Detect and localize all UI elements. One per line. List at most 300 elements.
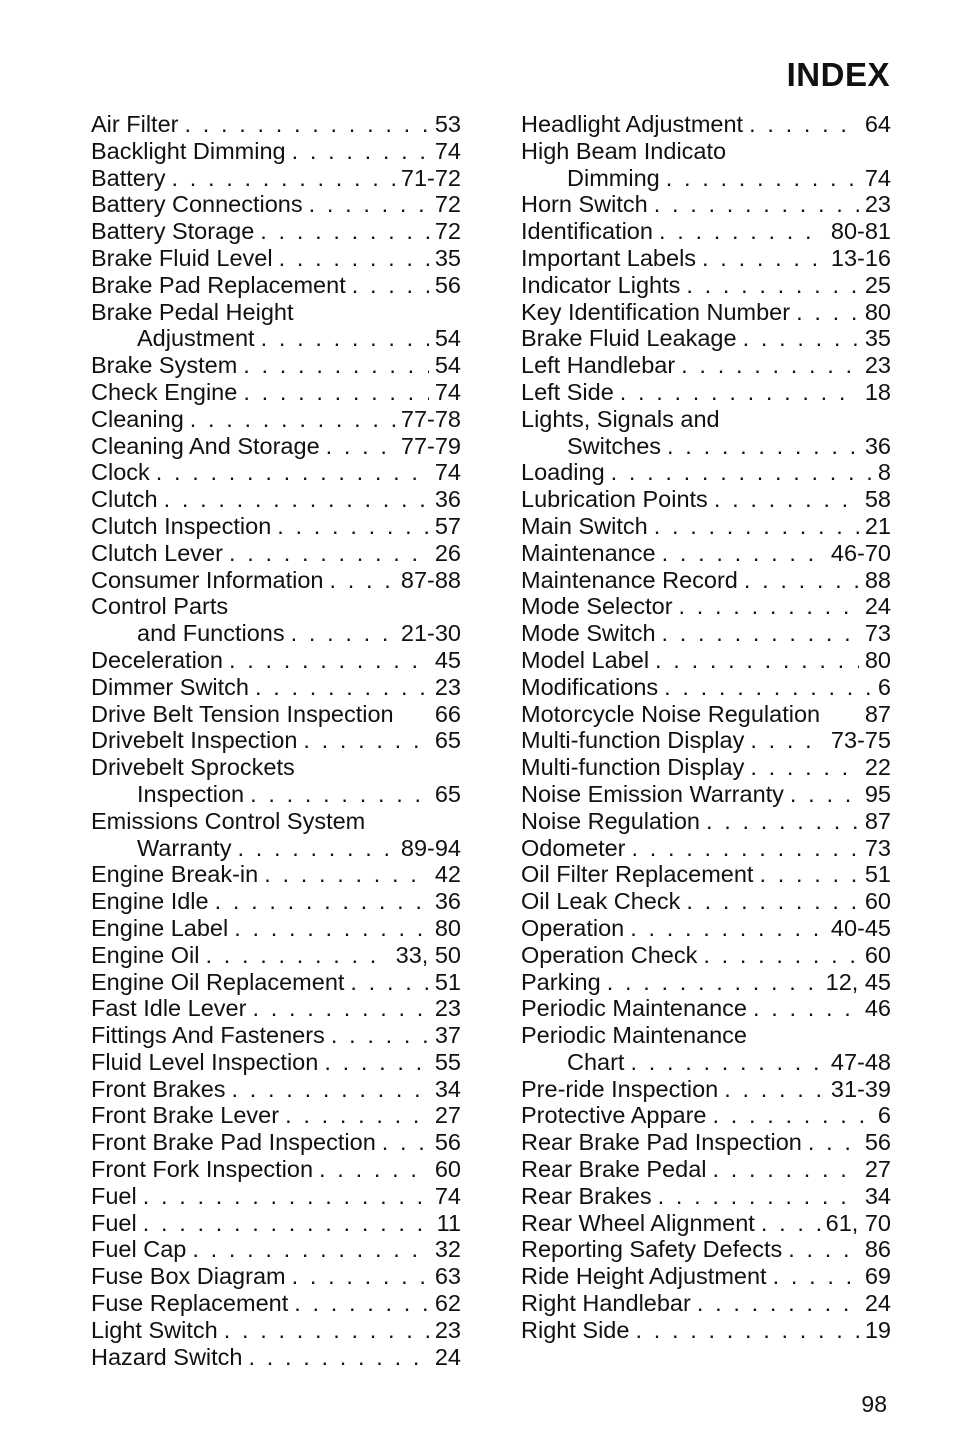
index-entry-name: Switches: [567, 432, 662, 459]
index-entry: [91, 111, 461, 138]
leader-dots: [713, 1156, 859, 1183]
index-entry-name: Clock: [91, 459, 150, 486]
index-entry-name: Ride Height Adjustment: [521, 1263, 767, 1290]
index-entry: [91, 620, 461, 647]
index-entry-page: 53: [434, 111, 461, 137]
index-entry: [521, 486, 891, 513]
index-entry-name: Chart: [567, 1048, 625, 1075]
index-entry-page: 46-70: [830, 539, 891, 566]
index-entry-name: High Beam Indicato: [521, 137, 727, 164]
leader-dots: [808, 1129, 859, 1156]
index-entry-page: 73: [864, 620, 891, 647]
index-entry-name: Fuel Cap: [91, 1236, 187, 1263]
leader-dots: [662, 620, 859, 647]
leader-dots: [750, 754, 859, 781]
leader-dots: [744, 567, 859, 594]
leader-dots: [697, 1290, 859, 1317]
leader-dots: [655, 647, 859, 674]
index-entry-name: Pre-ride Inspection: [521, 1075, 719, 1102]
index-entry: [91, 1129, 461, 1156]
leader-dots: [156, 459, 429, 486]
index-entry: [91, 1183, 461, 1210]
leader-dots: [713, 1102, 872, 1129]
index-entry: [91, 1236, 461, 1263]
index-entry: [521, 459, 891, 486]
index-entry-name: Lubrication Points: [521, 486, 708, 513]
index-entry-page: 37: [434, 1022, 461, 1049]
index-entry-name: Fuse Replacement: [91, 1290, 289, 1317]
index-entry: [91, 888, 461, 915]
index-entry-page: 6: [877, 1102, 891, 1129]
index-entry-name: Horn Switch: [521, 191, 648, 218]
leader-dots: [706, 808, 859, 835]
index-entry: [521, 1317, 891, 1344]
index-entry: [521, 1183, 891, 1210]
index-entry-page: 34: [864, 1182, 891, 1209]
index-entry-page: 77-79: [400, 432, 461, 459]
index-entry-page: 18: [864, 378, 891, 405]
index-entry: [521, 969, 891, 996]
index-entry: [91, 352, 461, 379]
index-entry-page: 73: [864, 834, 891, 861]
index-entry-name: Left Side: [521, 378, 614, 405]
page-number: 98: [861, 1391, 887, 1417]
index-entry: [521, 352, 891, 379]
index-entry-page: 19: [864, 1316, 891, 1343]
leader-dots: [309, 191, 429, 218]
leader-dots: [352, 272, 429, 299]
index-entry-page: 88: [864, 566, 891, 593]
index-entry: [91, 727, 461, 754]
index-column-right: [521, 111, 891, 1344]
leader-dots: [679, 593, 859, 620]
index-entry-page: 60: [864, 941, 891, 968]
index-entry: [521, 995, 891, 1022]
index-entry: [521, 888, 891, 915]
index-entry-name: Multi-function Display: [521, 727, 745, 754]
leader-dots: [292, 1263, 429, 1290]
index-entry: [521, 674, 891, 701]
index-entry-page: 54: [434, 352, 461, 379]
leader-dots: [261, 325, 429, 352]
index-entry-page: 45: [434, 646, 461, 673]
leader-dots: [654, 513, 859, 540]
index-entry: [521, 567, 891, 594]
index-entry-name: Battery Storage: [91, 218, 255, 245]
index-entry: [521, 406, 891, 433]
index-entry: [521, 915, 891, 942]
leader-dots: [237, 835, 394, 862]
index-entry-page: 56: [434, 1129, 461, 1156]
index-entry: [521, 325, 891, 352]
index-entry: [521, 1210, 891, 1237]
index-entry-page: 21: [864, 512, 891, 539]
index-entry: [521, 1022, 891, 1049]
index-entry-name: Rear Wheel Alignment: [521, 1209, 755, 1236]
index-entry: [91, 808, 461, 835]
leader-dots: [702, 245, 825, 272]
index-entry-page: 24: [864, 1290, 891, 1317]
index-entry-name: Clutch Inspection: [91, 512, 272, 539]
index-entry-page: 36: [864, 432, 891, 459]
index-entry-name: Periodic Maintenance: [521, 995, 747, 1022]
index-entry-name: Odometer: [521, 834, 626, 861]
leader-dots: [292, 138, 429, 165]
page-title: INDEX: [786, 56, 890, 93]
index-entry-page: 21-30: [400, 620, 461, 647]
leader-dots: [143, 1210, 431, 1237]
leader-dots: [724, 1076, 825, 1103]
index-entry: [91, 433, 461, 460]
index-entry-page: 74: [434, 378, 461, 405]
leader-dots: [294, 1290, 429, 1317]
index-entry-name: Parking: [521, 968, 601, 995]
leader-dots: [234, 915, 429, 942]
index-entry: [521, 433, 891, 460]
leader-dots: [658, 1183, 859, 1210]
index-entry: [521, 835, 891, 862]
leader-dots: [662, 540, 825, 567]
index-entry: [91, 567, 461, 594]
index-entry-page: 32: [434, 1236, 461, 1263]
index-entry: [521, 540, 891, 567]
index-entry-name: Headlight Adjustment: [521, 111, 744, 137]
index-entry-page: 58: [864, 486, 891, 513]
index-entry-name: Periodic Maintenance: [521, 1022, 747, 1049]
index-entry-page: 89-94: [400, 834, 461, 861]
index-entry: [521, 1129, 891, 1156]
index-entry-name: Fuse Box Diagram: [91, 1263, 286, 1290]
leader-dots: [250, 781, 429, 808]
index-entry-name: Noise Emission Warranty: [521, 780, 784, 807]
index-entry-page: 69: [864, 1263, 891, 1290]
leader-dots: [611, 459, 872, 486]
index-entry: [91, 540, 461, 567]
index-entry-page: 65: [434, 727, 461, 754]
index-entry-name: Main Switch: [521, 512, 648, 539]
leader-dots: [630, 1049, 824, 1076]
leader-dots: [714, 486, 859, 513]
leader-dots: [686, 888, 859, 915]
leader-dots: [255, 674, 429, 701]
leader-dots: [796, 299, 859, 326]
index-entry: [91, 379, 461, 406]
index-entry: [91, 969, 461, 996]
index-entry-page: 80: [864, 298, 891, 325]
index-entry-page: 24: [864, 593, 891, 620]
index-entry-page: 51: [864, 861, 891, 888]
index-entry: [91, 1156, 461, 1183]
index-entry: [91, 1263, 461, 1290]
index-entry-name: Cleaning And Storage: [91, 432, 320, 459]
index-entry-page: 87: [864, 700, 891, 727]
index-entry-page: 72: [434, 218, 461, 245]
index-entry: [91, 299, 461, 326]
index-entry-page: 87-88: [400, 566, 461, 593]
index-entry-name: Operation Check: [521, 941, 698, 968]
index-entry: [521, 647, 891, 674]
index-entry-page: 35: [864, 325, 891, 352]
index-entry-name: Oil Leak Check: [521, 888, 681, 915]
index-entry-name: Battery: [91, 164, 166, 191]
index-entry: [91, 1102, 461, 1129]
index-entry: [91, 674, 461, 701]
index-entry-name: Indicator Lights: [521, 271, 681, 298]
index-entry-name: Drivebelt Inspection: [91, 727, 298, 754]
index-entry: [91, 245, 461, 272]
index-entry: [91, 1290, 461, 1317]
index-entry-page: 60: [864, 888, 891, 915]
leader-dots: [326, 433, 395, 460]
index-entry: [91, 513, 461, 540]
leader-dots: [330, 567, 395, 594]
leader-dots: [630, 915, 825, 942]
index-entry-page: 23: [864, 352, 891, 379]
index-entry-page: 74: [864, 164, 891, 191]
leader-dots: [291, 620, 395, 647]
index-entry: [521, 620, 891, 647]
index-entry: [521, 1076, 891, 1103]
index-entry: [91, 995, 461, 1022]
index-entry: [521, 379, 891, 406]
index-entry-page: 63: [434, 1263, 461, 1290]
index-entry: [521, 593, 891, 620]
index-entry-name: Emissions Control System: [91, 807, 366, 834]
index-entry: [521, 513, 891, 540]
leader-dots: [243, 352, 429, 379]
index-entry-page: 74: [434, 459, 461, 486]
index-entry-name: Mode Switch: [521, 620, 656, 647]
index-entry-page: 73-75: [830, 727, 891, 754]
index-entry-page: 46: [864, 995, 891, 1022]
leader-dots: [790, 781, 859, 808]
leader-dots: [171, 165, 394, 192]
leader-dots: [666, 165, 859, 192]
leader-dots: [761, 1210, 820, 1237]
index-entry-name: Engine Label: [91, 914, 229, 941]
index-entry-name: Backlight Dimming: [91, 137, 286, 164]
index-entry: [521, 808, 891, 835]
index-entry-name: Protective Appare: [521, 1102, 707, 1129]
index-entry-name: Key Identification Number: [521, 298, 791, 325]
index-entry-name: Multi-function Display: [521, 754, 745, 781]
index-entry: [521, 861, 891, 888]
index-entry-name: Rear Brakes: [521, 1182, 652, 1209]
index-entry: [521, 1049, 891, 1076]
index-entry: [91, 459, 461, 486]
leader-dots: [350, 969, 428, 996]
index-entry-name: Brake Pad Replacement: [91, 271, 346, 298]
index-entry-name: Operation: [521, 914, 625, 941]
index-entry-page: 36: [434, 888, 461, 915]
index-entry: [91, 942, 461, 969]
index-entry-page: 6: [877, 673, 891, 700]
leader-dots: [664, 674, 872, 701]
leader-dots: [703, 942, 859, 969]
index-entry-page: 57: [434, 512, 461, 539]
index-entry-name: Oil Filter Replacement: [521, 861, 754, 888]
index-entry-page: 25: [864, 271, 891, 298]
index-entry-name: Dimmer Switch: [91, 673, 249, 700]
index-entry: [91, 1317, 461, 1344]
index-entry-page: 80-81: [830, 218, 891, 245]
index-entry-name: Motorcycle Noise Regulation: [521, 700, 821, 727]
index-entry-page: 51: [434, 968, 461, 995]
index-entry-name: Loading: [521, 459, 605, 486]
index-entry-name: Modifications: [521, 673, 659, 700]
index-entry-name: Consumer Information: [91, 566, 324, 593]
index-entry: [521, 218, 891, 245]
leader-dots: [654, 191, 859, 218]
index-entry-name: Front Brakes: [91, 1075, 226, 1102]
index-entry: [521, 1263, 891, 1290]
index-entry-name: Warranty: [137, 834, 232, 861]
index-entry: [521, 1156, 891, 1183]
index-entry-page: 64: [864, 111, 891, 137]
index-entry-name: Air Filter: [91, 111, 179, 137]
index-entry-page: 27: [864, 1156, 891, 1183]
index-entry-page: 71-72: [400, 164, 461, 191]
index-entry: [521, 165, 891, 192]
leader-dots: [788, 1236, 859, 1263]
index-entry-page: 12, 45: [825, 968, 891, 995]
index-entry-page: 55: [434, 1048, 461, 1075]
index-entry: [521, 1236, 891, 1263]
index-entry-name: Clutch: [91, 486, 158, 513]
index-entry-page: 36: [434, 486, 461, 513]
leader-dots: [143, 1183, 429, 1210]
leader-dots: [285, 1102, 429, 1129]
leader-dots: [192, 1236, 429, 1263]
index-entry-name: and Functions: [137, 620, 285, 647]
index-entry-name: Right Side: [521, 1316, 630, 1343]
index-entry: [521, 245, 891, 272]
index-entry-page: 66: [434, 700, 461, 727]
leader-dots: [164, 486, 429, 513]
index-entry: [91, 165, 461, 192]
leader-dots: [632, 835, 859, 862]
index-entry: [521, 701, 891, 728]
leader-dots: [224, 1317, 429, 1344]
index-entry: [91, 593, 461, 620]
index-entry: [91, 1344, 461, 1371]
index-entry: [91, 1022, 461, 1049]
leader-dots: [229, 540, 429, 567]
index-entry-name: Engine Idle: [91, 888, 209, 915]
leader-dots: [184, 111, 428, 138]
index-entry-page: 56: [434, 271, 461, 298]
index-entry: [521, 781, 891, 808]
index-entry-name: Maintenance Record: [521, 566, 738, 593]
index-entry-page: 24: [434, 1343, 461, 1370]
index-entry-name: Identification: [521, 218, 653, 245]
index-entry-page: 74: [434, 137, 461, 164]
index-entry: [521, 1102, 891, 1129]
leader-dots: [382, 1129, 429, 1156]
index-entry-page: 65: [434, 780, 461, 807]
leader-dots: [205, 942, 389, 969]
index-entry: [521, 272, 891, 299]
index-entry-page: 13-16: [830, 244, 891, 271]
leader-dots: [750, 727, 825, 754]
index-entry: [521, 727, 891, 754]
leader-dots: [667, 433, 859, 460]
index-entry-page: 22: [864, 754, 891, 781]
leader-dots: [635, 1317, 858, 1344]
index-entry: [91, 754, 461, 781]
leader-dots: [279, 245, 429, 272]
index-entry-name: Drivebelt Sprockets: [91, 754, 295, 781]
index-entry-name: Brake Pedal Height: [91, 298, 294, 325]
leader-dots: [331, 1022, 429, 1049]
leader-dots: [215, 888, 429, 915]
index-entry: [521, 942, 891, 969]
index-entry: [91, 1210, 461, 1237]
index-entry-name: Drive Belt Tension Inspection: [91, 700, 394, 727]
leader-dots: [303, 727, 428, 754]
index-entry-name: Reporting Safety Defects: [521, 1236, 783, 1263]
index-entry: [521, 138, 891, 165]
index-entry-name: Brake System: [91, 352, 238, 379]
index-entry-name: Fittings And Fasteners: [91, 1022, 325, 1049]
leader-dots: [190, 406, 395, 433]
index-entry-name: Engine Oil Replacement: [91, 968, 345, 995]
leader-dots: [681, 352, 859, 379]
leader-dots: [232, 1076, 429, 1103]
index-entry-page: 62: [434, 1290, 461, 1317]
index-entry-name: Inspection: [137, 780, 245, 807]
index-entry-page: 47-48: [830, 1048, 891, 1075]
index-entry-name: Front Fork Inspection: [91, 1156, 314, 1183]
index-entry: [91, 835, 461, 862]
leader-dots: [607, 969, 820, 996]
index-entry-name: Adjustment: [137, 325, 255, 352]
index-entry-page: 80: [864, 646, 891, 673]
index-entry-name: Brake Fluid Leakage: [521, 325, 737, 352]
index-entry-name: Mode Selector: [521, 593, 673, 620]
index-entry-page: 23: [434, 995, 461, 1022]
leader-dots: [277, 513, 429, 540]
index-entry-name: Lights, Signals and: [521, 405, 720, 432]
leader-dots: [324, 1049, 429, 1076]
index-entry-page: 95: [864, 780, 891, 807]
index-entry: [91, 701, 461, 728]
index-entry-page: 11: [436, 1209, 461, 1236]
leader-dots: [620, 379, 859, 406]
index-entry-page: 31-39: [830, 1075, 891, 1102]
index-entry-page: 26: [434, 539, 461, 566]
index-entry-page: 72: [434, 191, 461, 218]
index-entry-page: 33, 50: [395, 941, 461, 968]
index-entry: [91, 272, 461, 299]
index-entry-name: Dimming: [567, 164, 660, 191]
index-entry-name: Front Brake Pad Inspection: [91, 1129, 376, 1156]
index-entry-page: 86: [864, 1236, 891, 1263]
leader-dots: [686, 272, 858, 299]
index-entry-name: Model Label: [521, 646, 650, 673]
leader-dots: [249, 1344, 429, 1371]
leader-dots: [753, 995, 859, 1022]
index-entry-name: Cleaning: [91, 405, 184, 432]
index-entry-name: Battery Connections: [91, 191, 303, 218]
leader-dots: [319, 1156, 429, 1183]
index-entry-name: Hazard Switch: [91, 1343, 243, 1370]
index-entry-page: 80: [434, 914, 461, 941]
index-entry-page: 27: [434, 1102, 461, 1129]
index-entry-name: Fluid Level Inspection: [91, 1048, 319, 1075]
leader-dots: [773, 1263, 859, 1290]
index-entry-name: Rear Brake Pedal: [521, 1156, 707, 1183]
